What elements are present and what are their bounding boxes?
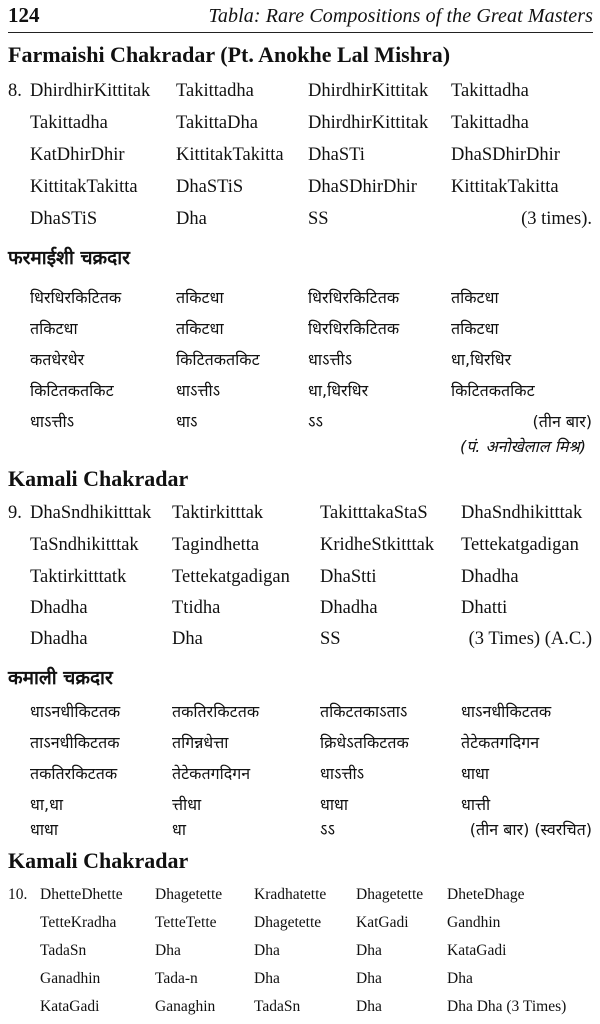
- bol-row: [0, 379, 600, 405]
- bol-cell: Dha: [254, 970, 280, 987]
- bol-cell: धा,धिरधिर: [451, 350, 512, 369]
- bol-cell: धाऽत्तीऽ: [30, 412, 75, 431]
- bol-cell: तकिटधा: [451, 319, 499, 338]
- bol-cell: धाऽनधीकिटतक: [461, 702, 552, 721]
- page-header: [8, 3, 593, 31]
- bol-cell: DhaSTi: [308, 145, 365, 165]
- bol-cell: DhaSDhirDhir: [451, 145, 560, 165]
- section-title-kamali-hindi: कमाली चक्रदार: [8, 667, 113, 689]
- bol-row: [0, 970, 600, 996]
- bol-row: [0, 410, 600, 436]
- bol-cell: KatGadi: [356, 914, 409, 931]
- bol-cell: Dhagetette: [356, 886, 424, 903]
- bol-cell: तकतिरकिटतक: [172, 702, 260, 721]
- bol-cell: धिरधिरकिटितक: [30, 288, 122, 307]
- bol-cell: DhirdhirKittitak: [308, 113, 429, 133]
- bol-cell: तेटेकतगदिगन: [172, 764, 251, 783]
- bol-row: [0, 886, 600, 912]
- bol-row: [0, 286, 600, 312]
- bol-cell: Dhagetette: [254, 914, 322, 931]
- bol-row: [0, 503, 600, 529]
- bol-cell: DhirdhirKittitak: [30, 81, 151, 101]
- section-title-kamali-1: Kamali Chakradar: [8, 466, 189, 491]
- bol-row: [0, 81, 600, 107]
- composition-number: 8.: [8, 81, 22, 101]
- bol-cell: Dha: [254, 942, 280, 959]
- bol-row: [0, 567, 600, 593]
- bol-cell: किटितकतकिट: [176, 350, 260, 369]
- bol-cell: Dhatti: [461, 598, 508, 618]
- bol-cell: KridheStkitttak: [320, 535, 435, 555]
- bol-cell: Taktirkitttatk: [30, 567, 127, 587]
- bol-cell: Takittadha: [30, 113, 108, 133]
- bol-cell: SS: [308, 209, 329, 229]
- bol-row: [0, 113, 600, 139]
- bol-cell: DhaSndhikitttak: [30, 503, 152, 523]
- bol-cell: तगिन्नधेत्ता: [172, 733, 229, 752]
- bol-cell: Kradhatette: [254, 886, 327, 903]
- bol-cell: (तीन बार): [532, 412, 592, 431]
- bol-row: [0, 317, 600, 343]
- bol-cell: TetteTette: [155, 914, 217, 931]
- bol-cell: Dha: [356, 970, 382, 987]
- bol-row: [0, 998, 600, 1024]
- bol-cell: KittitakTakitta: [30, 177, 138, 197]
- bol-cell: तकिटधा: [30, 319, 78, 338]
- bol-cell: Tagindhetta: [172, 535, 260, 555]
- bol-cell: DhaStti: [320, 567, 377, 587]
- bol-cell: तकिटधा: [176, 288, 224, 307]
- bol-row: [0, 629, 600, 655]
- bol-cell: KittitakTakitta: [451, 177, 559, 197]
- bol-cell: Takittadha: [176, 81, 254, 101]
- bol-cell: Tettekatgadigan: [461, 535, 579, 555]
- bol-cell: धाधा: [30, 820, 58, 839]
- bol-cell: धाऽत्तीऽ: [320, 764, 365, 783]
- bol-cell: Gandhin: [447, 914, 501, 931]
- bol-cell: KataGadi: [40, 998, 100, 1015]
- bol-cell: Ganadhin: [40, 970, 101, 987]
- bol-cell: ताऽनधीकिटतक: [30, 733, 120, 752]
- section-title-kamali-2: Kamali Chakradar: [8, 848, 189, 873]
- bol-cell: TakittaDha: [176, 113, 258, 133]
- bol-cell: Dha: [155, 942, 181, 959]
- bol-cell: धाऽत्तीऽ: [176, 381, 221, 400]
- bol-cell: क्रिधेऽतकिटतक: [320, 733, 409, 752]
- bol-cell: Tettekatgadigan: [172, 567, 290, 587]
- bol-cell: DheteDhage: [447, 886, 525, 903]
- bol-cell: Dhadha: [30, 598, 88, 618]
- bol-row: [0, 942, 600, 968]
- bol-row: [0, 914, 600, 940]
- bol-row: [0, 700, 600, 726]
- running-title: Tabla: Rare Compositions of the Great Masters: [208, 5, 593, 27]
- bol-cell: धाऽनधीकिटतक: [30, 702, 121, 721]
- composition-number: 9.: [8, 503, 22, 523]
- bol-cell: (3 Times) (A.C.): [468, 629, 592, 649]
- bol-cell: Dha: [172, 629, 203, 649]
- bol-cell: DhaSDhirDhir: [308, 177, 417, 197]
- bol-row: [0, 818, 600, 844]
- bol-cell: धात्ती: [461, 795, 491, 814]
- bol-cell: (तीन बार) (स्वरचित): [469, 820, 592, 839]
- bol-cell: किटितकतकिट: [30, 381, 114, 400]
- bol-cell: (3 times).: [521, 209, 592, 229]
- header-rule: [8, 32, 593, 33]
- bol-cell: TaSndhikitttak: [30, 535, 139, 555]
- bol-cell: Taktirkitttak: [172, 503, 264, 523]
- bol-cell: तेटेकतगदिगन: [461, 733, 540, 752]
- bol-cell: DhirdhirKittitak: [308, 81, 429, 101]
- composer-credit: (पं. अनोखेलाल मिश्र): [459, 437, 586, 456]
- section-title-farmaishi-hindi: फरमाईशी चक्रदार: [8, 247, 130, 269]
- bol-row: [0, 209, 600, 235]
- bol-cell: धा: [172, 820, 186, 839]
- bol-cell: ऽऽ: [320, 820, 335, 839]
- bol-cell: Ttidha: [172, 598, 221, 618]
- bol-row: [0, 731, 600, 757]
- bol-cell: Dhadha: [461, 567, 519, 587]
- bol-cell: KittitakTakitta: [176, 145, 284, 165]
- bol-cell: तकिटधा: [451, 288, 499, 307]
- bol-cell: धिरधिरकिटितक: [308, 319, 400, 338]
- bol-cell: Takittadha: [451, 113, 529, 133]
- bol-cell: Dhadha: [30, 629, 88, 649]
- bol-cell: धाधा: [320, 795, 348, 814]
- bol-cell: Dha: [447, 970, 473, 987]
- bol-row: [0, 598, 600, 624]
- bol-row: [0, 762, 600, 788]
- bol-cell: धा,धा: [30, 795, 64, 814]
- bol-row: [0, 535, 600, 561]
- bol-cell: त्तीधा: [172, 795, 202, 814]
- bol-cell: Takittadha: [451, 81, 529, 101]
- bol-cell: Dhadha: [320, 598, 378, 618]
- bol-cell: कतधेरधेर: [30, 350, 85, 369]
- bol-cell: DhaSndhikitttak: [461, 503, 583, 523]
- bol-cell: तकिटधा: [176, 319, 224, 338]
- bol-cell: धाऽ: [176, 412, 198, 431]
- bol-cell: धिरधिरकिटितक: [308, 288, 400, 307]
- bol-cell: TakitttakaStaS: [320, 503, 428, 523]
- bol-cell: धाधा: [461, 764, 489, 783]
- bol-cell: किटितकतकिट: [451, 381, 535, 400]
- bol-cell: Dha: [176, 209, 207, 229]
- bol-row: [0, 145, 600, 171]
- bol-cell: Dha Dha (3 Times): [447, 998, 567, 1015]
- bol-cell: Dha: [356, 998, 382, 1015]
- bol-cell: Ganaghin: [155, 998, 216, 1015]
- bol-cell: TetteKradha: [40, 914, 117, 931]
- bol-cell: DhaSTiS: [176, 177, 244, 197]
- bol-row: [0, 793, 600, 819]
- bol-cell: ऽऽ: [308, 412, 323, 431]
- page-number: 124: [8, 3, 40, 27]
- bol-cell: धाऽत्तीऽ: [308, 350, 353, 369]
- bol-cell: DhetteDhette: [40, 886, 123, 903]
- composition-number: 10.: [8, 886, 28, 903]
- bol-cell: DhaSTiS: [30, 209, 98, 229]
- bol-cell: KataGadi: [447, 942, 507, 959]
- bol-cell: Dhagetette: [155, 886, 223, 903]
- bol-cell: तकतिरकिटतक: [30, 764, 118, 783]
- bol-cell: KatDhirDhir: [30, 145, 125, 165]
- bol-cell: तकिटतकाऽताऽ: [320, 702, 408, 721]
- bol-row: [0, 348, 600, 374]
- bol-cell: TadaSn: [40, 942, 87, 959]
- bol-cell: SS: [320, 629, 341, 649]
- bol-cell: Tada-n: [155, 970, 198, 987]
- bol-cell: Dha: [356, 942, 382, 959]
- bol-cell: धा,धिरधिर: [308, 381, 369, 400]
- section-title-farmaishi: Farmaishi Chakradar (Pt. Anokhe Lal Mishra): [8, 42, 451, 67]
- bol-row: [0, 177, 600, 203]
- bol-cell: TadaSn: [254, 998, 301, 1015]
